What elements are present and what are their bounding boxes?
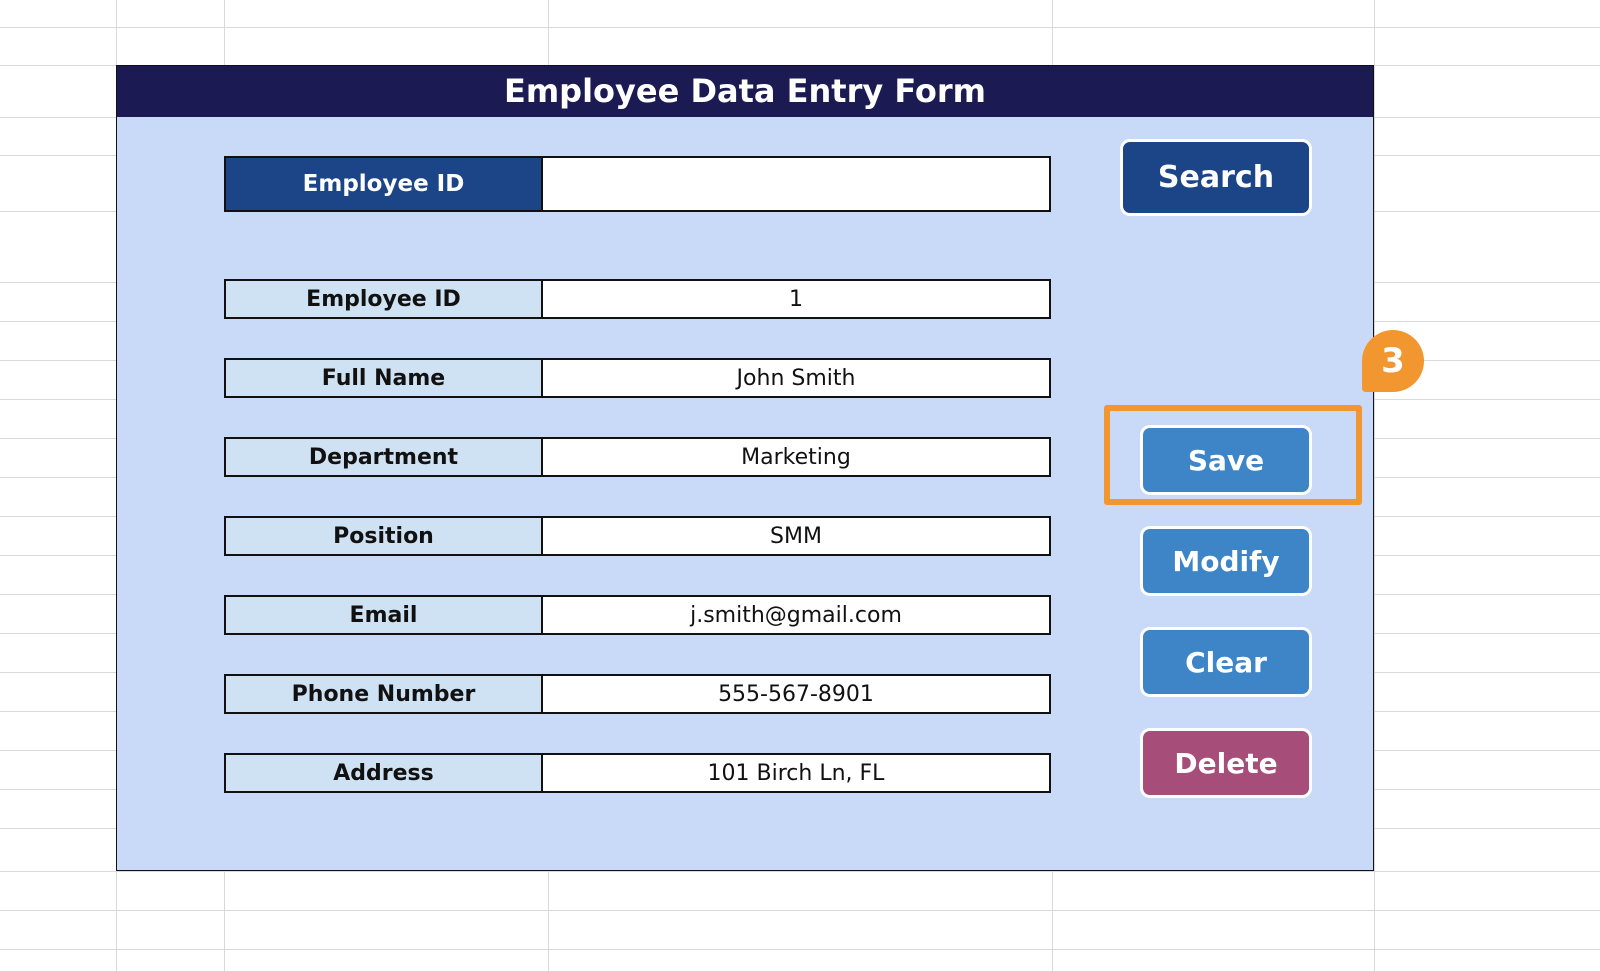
field-label: Phone Number bbox=[226, 676, 543, 712]
field-label: Email bbox=[226, 597, 543, 633]
search-row bbox=[224, 156, 1051, 212]
employee-id-search-input[interactable] bbox=[543, 158, 1049, 210]
save-highlight-box bbox=[1104, 405, 1362, 505]
field-row-email bbox=[224, 595, 1051, 635]
field-value-email[interactable]: j.smith@gmail.com bbox=[543, 597, 1049, 633]
grid-row-line bbox=[0, 27, 1600, 28]
field-value-department[interactable]: Marketing bbox=[543, 439, 1049, 475]
search-label: Employee ID bbox=[226, 158, 543, 210]
field-row-full-name bbox=[224, 358, 1051, 398]
save-button[interactable]: Save bbox=[1140, 425, 1312, 495]
grid-row-line bbox=[0, 910, 1600, 911]
field-row-address bbox=[224, 753, 1051, 793]
grid-column-line bbox=[1374, 0, 1375, 971]
modify-button[interactable]: Modify bbox=[1140, 526, 1312, 596]
form-title: Employee Data Entry Form bbox=[117, 66, 1373, 117]
field-label: Position bbox=[226, 518, 543, 554]
field-value-full-name[interactable]: John Smith bbox=[543, 360, 1049, 396]
field-value-address[interactable]: 101 Birch Ln, FL bbox=[543, 755, 1049, 791]
delete-button[interactable]: Delete bbox=[1140, 728, 1312, 798]
field-value-employee-id[interactable]: 1 bbox=[543, 281, 1049, 317]
step-badge: 3 bbox=[1362, 330, 1424, 392]
field-label: Address bbox=[226, 755, 543, 791]
field-label: Full Name bbox=[226, 360, 543, 396]
field-value-phone-number[interactable]: 555-567-8901 bbox=[543, 676, 1049, 712]
field-row-employee-id bbox=[224, 279, 1051, 319]
field-label: Department bbox=[226, 439, 543, 475]
clear-button[interactable]: Clear bbox=[1140, 627, 1312, 697]
field-row-department bbox=[224, 437, 1051, 477]
field-label: Employee ID bbox=[226, 281, 543, 317]
grid-row-line bbox=[0, 871, 1600, 872]
search-button[interactable]: Search bbox=[1120, 139, 1312, 216]
field-row-position bbox=[224, 516, 1051, 556]
field-row-phone-number bbox=[224, 674, 1051, 714]
grid-row-line bbox=[0, 949, 1600, 950]
field-value-position[interactable]: SMM bbox=[543, 518, 1049, 554]
